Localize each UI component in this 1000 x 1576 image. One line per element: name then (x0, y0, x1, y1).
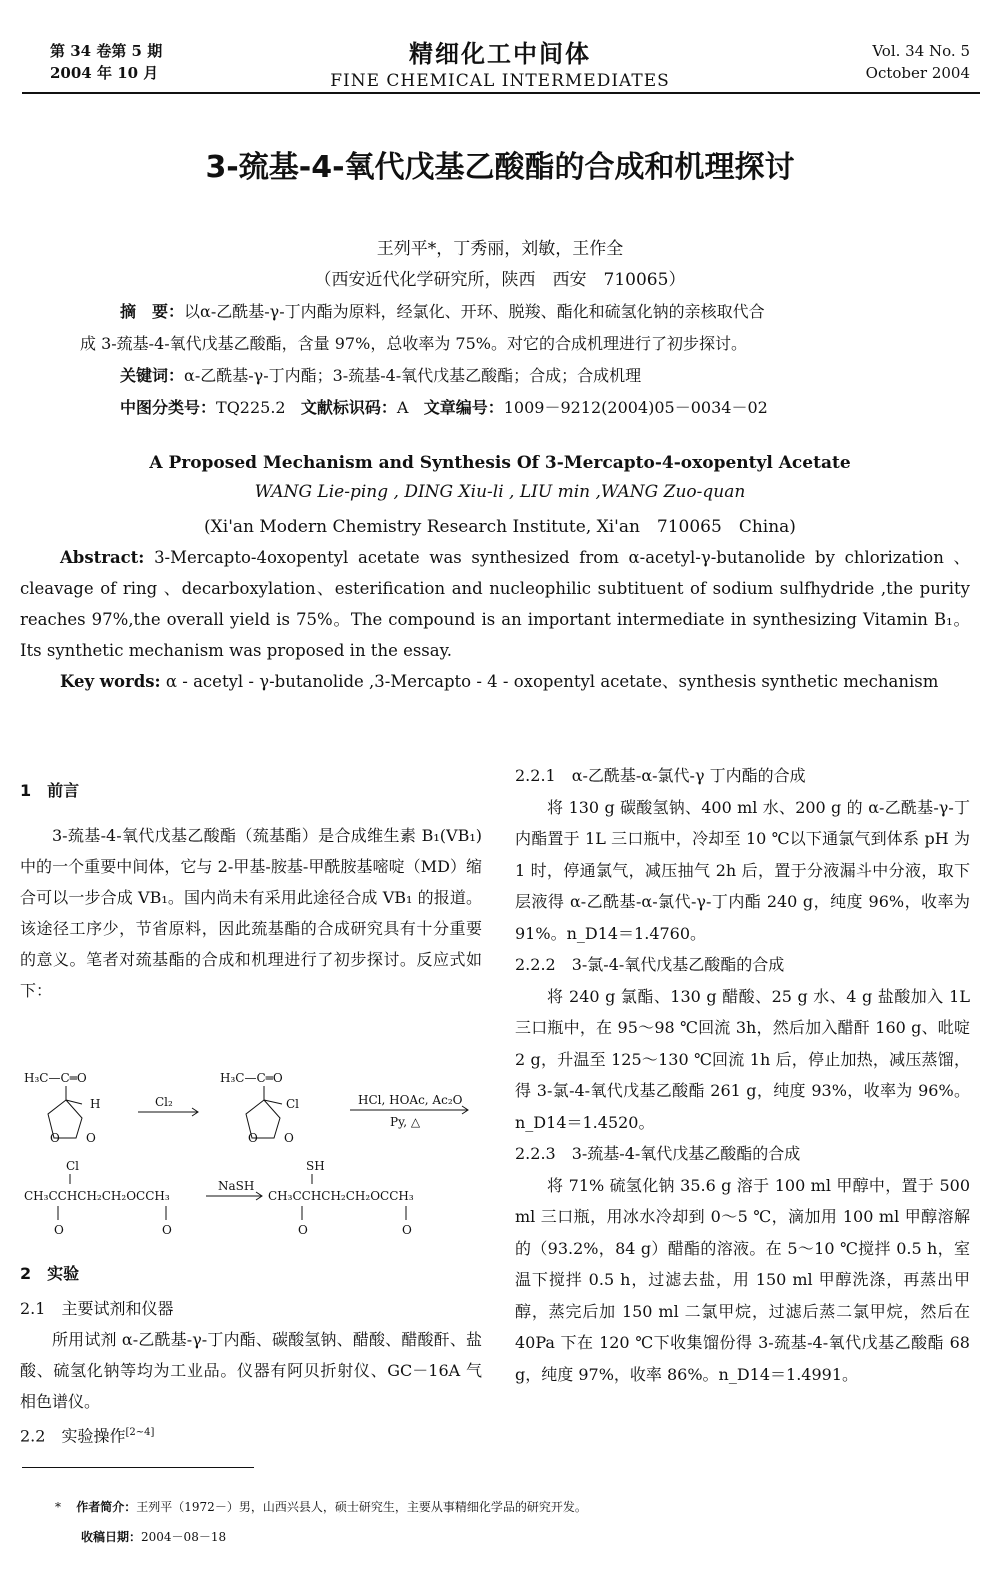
r2-acetyl: H₃C—C═O (220, 1071, 283, 1085)
abstract-cn-label: 摘 要： (120, 302, 185, 321)
authors: 王列平*，丁秀丽，刘敏，王作全 (376, 239, 624, 259)
abstract-en-label: Abstract: (60, 548, 145, 567)
article-no-label: 文章编号： (423, 398, 504, 417)
r1-acetyl: H₃C—C═O (24, 1071, 87, 1085)
date-cn: 2004 年 10 月 (50, 64, 159, 82)
issue-info-en (866, 40, 970, 84)
received-date (55, 1522, 955, 1552)
english-title: A Proposed Mechanism and Synthesis Of 3-Mercapto-4-oxopentyl Acetate (149, 453, 851, 473)
arrow1-label: Cl₂ (155, 1095, 173, 1109)
left-column-top (20, 775, 482, 1006)
received-label: 收稿日期： (81, 1530, 142, 1544)
section-2-2-title: 2.2 实验操作 (20, 1426, 126, 1446)
volume-cn: 第 34 卷第 5 期 (50, 42, 163, 60)
p2-o1: O (298, 1223, 308, 1237)
doc-code-value: A (396, 398, 409, 417)
section-2-1-heading: 2.1 主要试剂和仪器 (20, 1299, 174, 1318)
p2-o2: O (402, 1223, 412, 1237)
keywords-en-label: Key words: (60, 672, 161, 691)
section-2-2-1-heading: 2.2.1 α-乙酰基-α-氯代-γ 丁内酯的合成 (515, 766, 806, 785)
section-2-2-1-paragraph: 将 130 g 碳酸氢钠、400 ml 水、200 g 的 α-乙酰基-γ-丁内酯置于 1L 三口瓶中，冷却至 10 ℃以下通氯气到体系 pH 为 1 时，停通氯气，减压抽气 2h 后，置于分液漏斗中分液，取下层液得 α-乙酰基-α-氯代-γ-丁内酯 240 g，纯度 96%，收率为 91%。n_D14＝1.4760。 (515, 797, 970, 943)
abstract-cn-block (80, 296, 960, 424)
r2-ring-o: O (248, 1131, 258, 1145)
doc-code-label: 文献标识码： (300, 398, 397, 417)
abstract-cn-line2: 成 3-巯基-4-氧代戊基乙酸酯，含量 97%，总收率为 75%。对它的合成机理进行了初步探讨。 (80, 334, 747, 353)
keywords-cn-text: α-乙酰基-γ-丁内酯；3-巯基-4-氧代戊基乙酸酯；合成；合成机理 (184, 366, 642, 385)
classification-line (80, 392, 960, 424)
paper-title: 3-巯基-4-氧代戊基乙酸酯的合成和机理探讨 (205, 150, 795, 185)
keywords-cn (80, 360, 960, 392)
english-abstract-block (20, 542, 970, 697)
p1-cl: Cl (66, 1159, 80, 1173)
r1-h: H (90, 1097, 101, 1111)
received-value: 2004－08－18 (141, 1530, 227, 1544)
section-2-2-2-paragraph: 将 240 g 氯酯、130 g 醋酸、25 g 水、4 g 盐酸加入 1L 三口瓶中，在 95～98 ℃回流 3h，然后加入醋酐 160 g、吡啶 2 g，升温至 125～130 ℃回流 1h 后，停止加热，减压蒸馏，得 3-氯-4-氧代戊基乙酸酯 261 g，纯度 93%，收率为 96%。n_D14＝1.4520。 (515, 986, 970, 1132)
section-1-paragraph: 3-巯基-4-氧代戊基乙酸酯（巯基酯）是合成维生素 B₁(VB₁) 中的一个重要中间体，它与 2-甲基-胺基-甲酰胺基嘧啶（MD）缩合可以一步合成 VB₁。国内尚未有采用此途径合成 VB₁ 的报道。该途径工序少，节省原料，因此巯基酯的合成研究具有十分重要的意义。笔者对巯基酯的合成和机理进行了初步探讨。反应式如下： (20, 826, 482, 1000)
abstract-cn-line1: 以α-乙酰基-γ-丁内酯为原料，经氯化、开环、脱羧、酯化和硫氢化钠的亲核取代合 (184, 302, 765, 321)
author-bio-text: 王列平（1972－）男，山西兴县人，硕士研究生，主要从事精细化学品的研究开发。 (136, 1500, 587, 1514)
footnote-marker: * (55, 1500, 61, 1514)
section-2-2-2-heading: 2.2.2 3-氯-4-氧代戊基乙酸酯的合成 (515, 955, 785, 974)
reaction-scheme (20, 1060, 490, 1260)
journal-title-cn: 精细化工中间体 (409, 40, 591, 68)
english-affiliation: (Xi'an Modern Chemistry Research Institute, Xi'an 710065 China) (204, 517, 796, 537)
header-rule (22, 92, 980, 94)
abstract-cn (80, 296, 960, 328)
section-2-heading: 2 实验 (20, 1264, 80, 1283)
arrow2-conditions: Py, △ (390, 1115, 421, 1129)
arrow2-reagents: HCl, HOAc, Ac₂O (358, 1093, 463, 1107)
article-no-value: 1009－9212(2004)05－0034－02 (503, 398, 768, 417)
footnote-rule (22, 1467, 254, 1468)
arrow3-label: NaSH (218, 1179, 255, 1193)
english-keywords (20, 666, 970, 697)
journal-title (0, 34, 1000, 91)
r1-carbonyl-o: O (86, 1131, 96, 1145)
r2-carbonyl-o: O (284, 1131, 294, 1145)
clc-label: 中图分类号： (120, 398, 217, 417)
p1-o2: O (162, 1223, 172, 1237)
english-abstract (20, 542, 970, 666)
english-authors: WANG Lie-ping , DING Xiu-li , LIU min ,WANG Zuo-quan (254, 482, 746, 502)
author-bio (55, 1492, 955, 1522)
r1-ring-o: O (50, 1131, 60, 1145)
p2-formula: CH₃CCHCH₂CH₂OCCH₃ (268, 1189, 414, 1203)
volume-en: Vol. 34 No. 5 (872, 42, 970, 60)
keywords-en-text: α - acetyl - γ-butanolide ,3-Mercapto - 4 - oxopentyl acetate、synthesis synthetic mechanism (165, 672, 939, 691)
p2-sh: SH (306, 1159, 325, 1173)
section-2-2-ref: [2~4] (125, 1427, 155, 1438)
date-en: October 2004 (865, 64, 970, 82)
section-2-2-heading (20, 1417, 482, 1451)
section-2-2-3-heading: 2.2.3 3-巯基-4-氧代戊基乙酸酯的合成 (515, 1144, 801, 1163)
journal-title-en: FINE CHEMICAL INTERMEDIATES (330, 71, 670, 91)
clc-value: TQ225.2 (216, 398, 286, 417)
section-2-2-3-paragraph: 将 71% 硫氢化钠 35.6 g 溶于 100 ml 甲醇中，置于 500 ml 三口瓶，用冰水冷却到 0～5 ℃，滴加用 100 ml 甲醇溶解的（93.2%，84 g）醋酯的溶液。在 5～10 ℃搅拌 0.5 h，室温下搅拌 0.5 h，过滤去盐，用 150 ml 甲醇洗涤，再蒸出甲醇，蒸完后加 150 ml 二氯甲烷，过滤后蒸二氯甲烷，然后在 40Pa 下在 120 ℃下收集馏份得 3-巯基-4-氧代戊基乙酸酯 68 g，纯度 97%，收率 86%。n_D14＝1.4991。 (515, 1175, 970, 1384)
affiliation: （西安近代化学研究所，陕西 西安 710065） (314, 270, 686, 290)
r2-cl: Cl (286, 1097, 300, 1111)
right-column (515, 760, 970, 1390)
left-column-bottom (20, 1258, 482, 1451)
keywords-cn-label: 关键词： (120, 366, 185, 385)
section-2-1-paragraph: 所用试剂 α-乙酰基-γ-丁内酯、碳酸氢钠、醋酸、醋酸酐、盐酸、硫氢化钠等均为工业品。仪器有阿贝折射仪、GC－16A 气相色谱仪。 (20, 1330, 482, 1411)
footnote (55, 1492, 955, 1552)
p1-o1: O (54, 1223, 64, 1237)
author-bio-label: 作者简介： (76, 1500, 137, 1514)
abstract-en-text: 3-Mercapto-4oxopentyl acetate was synthesized from α-acetyl-γ-butanolide by chlorization 、cleavage of ring 、decarboxylation、esterification and nucleophilic subtituent of sodium sulfhydride ,the purity reaches 97%,the overall yield is 75%。The compound is an important intermediate in synthesizing Vitamin B₁。Its synthetic mechanism was proposed in the essay. (20, 548, 970, 660)
p1-formula: CH₃CCHCH₂CH₂OCCH₃ (24, 1189, 170, 1203)
section-1-heading: 1 前言 (20, 781, 80, 800)
